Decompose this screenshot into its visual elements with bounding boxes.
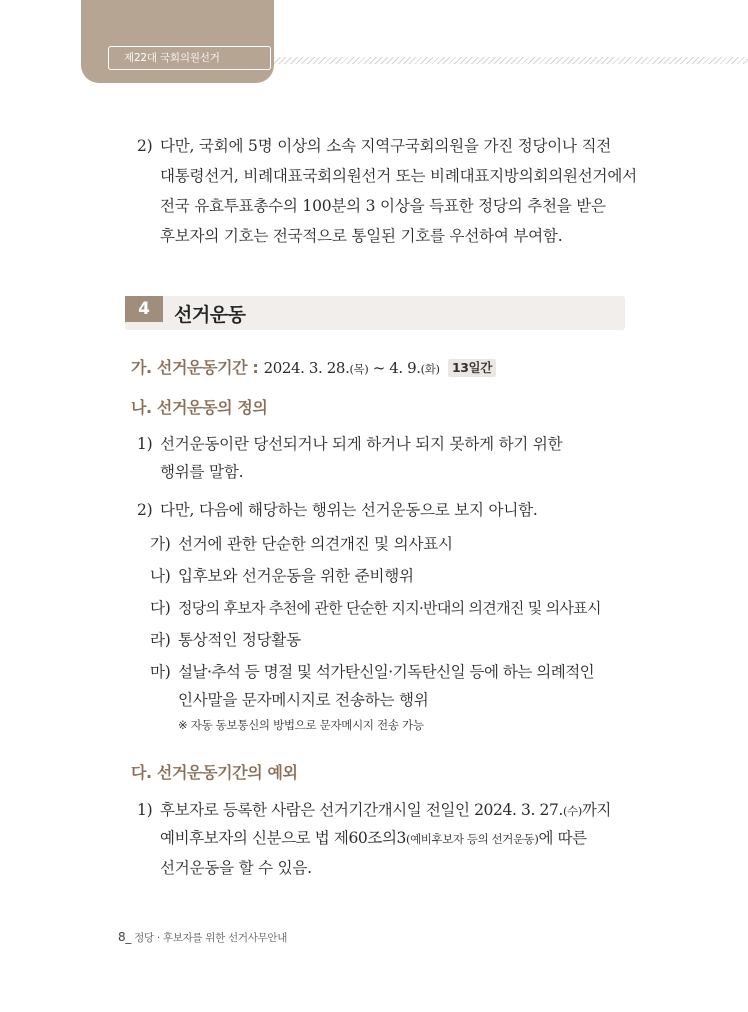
period-heading: 가. 선거운동기간 : bbox=[131, 358, 259, 377]
weekday: (수) bbox=[562, 804, 582, 818]
subitem-label: 가) bbox=[150, 535, 171, 553]
subitem-label: 마) bbox=[150, 663, 171, 681]
header-divider bbox=[274, 57, 748, 64]
law-reference: (예비후보자 등의 선거운동) bbox=[406, 832, 539, 846]
subitem-text: 통상적인 정당활동 bbox=[178, 631, 301, 649]
item-number: 2) bbox=[137, 501, 153, 519]
page-footer bbox=[118, 930, 287, 945]
paragraph-text: 에 따른 bbox=[538, 829, 587, 847]
footer-title: 정당 · 후보자를 위한 선거사무안내 bbox=[134, 932, 288, 944]
period-row bbox=[131, 355, 496, 378]
subitem-text: 인사말을 문자메시지로 전송하는 행위 bbox=[178, 691, 429, 709]
section-number: 4 bbox=[125, 296, 163, 322]
subitem-text: 설날·추석 등 명절 및 석가탄신일·기독탄신일 등에 하는 의례적인 bbox=[178, 663, 595, 681]
paragraph-line: 다만, 다음에 해당하는 행위는 선거운동으로 보지 아니함. bbox=[160, 501, 538, 519]
subitem-label: 라) bbox=[150, 631, 171, 649]
exception-heading: 다. 선거운동기간의 예외 bbox=[131, 763, 298, 782]
item-number: 1) bbox=[137, 801, 153, 819]
subitem-text: 정당의 후보자 추천에 관한 단순한 지지·반대의 의견개진 및 의사표시 bbox=[178, 599, 601, 617]
paragraph-line: 대통령선거, 비례대표국회의원선거 또는 비례대표지방의회의원선거에서 bbox=[160, 167, 637, 185]
paragraph-text: 후보자로 등록한 사람은 선거기간개시일 전일인 2024. 3. 27. bbox=[160, 801, 563, 819]
paragraph-line bbox=[160, 798, 611, 823]
period-start-date: 2024. 3. 28. bbox=[263, 359, 350, 377]
subitem-label: 나) bbox=[150, 567, 171, 585]
subitem-text: 선거에 관한 단순한 의견개진 및 의사표시 bbox=[178, 535, 453, 553]
definition-heading: 나. 선거운동의 정의 bbox=[131, 398, 268, 417]
paragraph-line bbox=[160, 826, 587, 851]
paragraph-line: 선거운동을 할 수 있음. bbox=[160, 859, 312, 877]
period-start-day: (목) bbox=[349, 362, 369, 376]
period-end-day: (화) bbox=[420, 362, 440, 376]
paragraph-line: 전국 유효투표총수의 100분의 3 이상을 득표한 정당의 추천을 받은 bbox=[160, 197, 606, 215]
paragraph-line: 선거운동이란 당선되거나 되게 하거나 되지 못하게 하기 위한 bbox=[160, 435, 563, 453]
header-tab bbox=[81, 0, 274, 83]
paragraph-text: 예비후보자의 신분으로 법 제60조의3 bbox=[160, 829, 406, 847]
section-title: 선거운동 bbox=[174, 304, 246, 326]
paragraph-text: 까지 bbox=[581, 801, 612, 819]
item-number: 2) bbox=[137, 137, 153, 155]
period-separator: ~ bbox=[372, 359, 385, 377]
subitem-text: 입후보와 선거운동을 위한 준비행위 bbox=[178, 567, 414, 585]
election-label: 제22대 국회의원선거 bbox=[108, 46, 271, 70]
subitem-label: 다) bbox=[150, 599, 171, 617]
paragraph-line: 다만, 국회에 5명 이상의 소속 지역구국회의원을 가진 정당이나 직전 bbox=[160, 137, 612, 155]
page-number: 8_ bbox=[118, 930, 132, 944]
period-duration-badge: 13일간 bbox=[448, 359, 496, 377]
paragraph-line: 행위를 말함. bbox=[160, 463, 244, 481]
period-end-date: 4. 9. bbox=[389, 359, 421, 377]
note-text: ※ 자동 동보통신의 방법으로 문자메시지 전송 가능 bbox=[178, 718, 424, 732]
paragraph-line: 후보자의 기호는 전국적으로 통일된 기호를 우선하여 부여함. bbox=[160, 227, 563, 245]
item-number: 1) bbox=[137, 435, 153, 453]
